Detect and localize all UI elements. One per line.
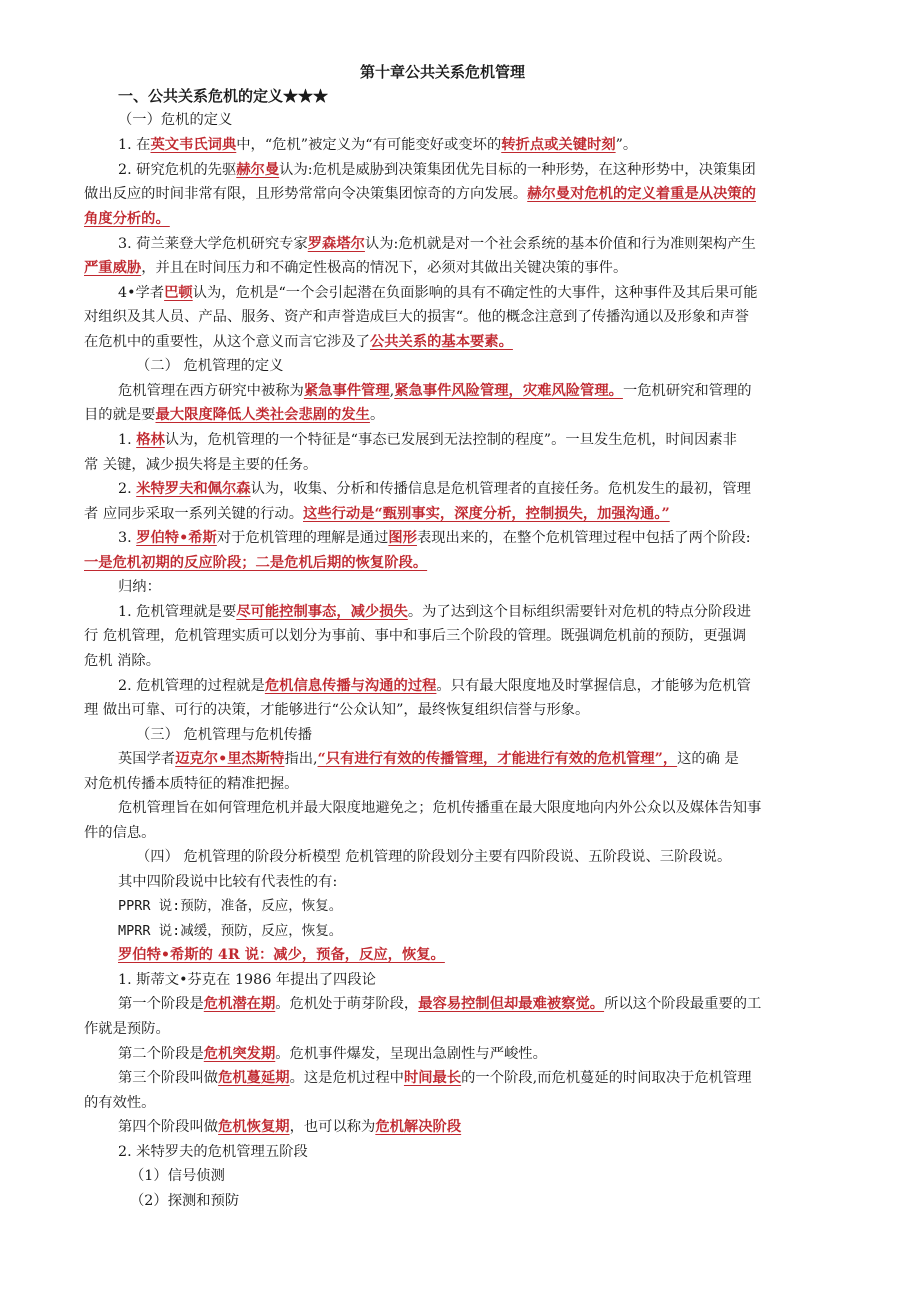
highlight-text: 最大限度降低人类社会悲剧的发生 xyxy=(155,407,370,423)
highlight-text: 赫尔曼 xyxy=(236,162,280,178)
highlight-text: 危机恢复期 xyxy=(218,1119,290,1135)
text-segment: 第十章公共关系危机管理 xyxy=(360,63,526,81)
text-segment: 1. xyxy=(118,432,137,448)
text-segment: 3. xyxy=(118,530,137,546)
text-line xyxy=(84,332,513,352)
text-segment: 认为，危机管理的一个特征是“事态已发展到无法控制的程度”。一旦发生危机，时间因素非 xyxy=(164,432,737,448)
text-segment: ”。 xyxy=(615,137,638,153)
highlight-text: 罗伯特•希斯的 4R 说：减少，预备，反应，恢复。 xyxy=(118,947,445,963)
highlight-text: 时间最长 xyxy=(403,1070,462,1086)
text-line xyxy=(136,356,284,376)
text-segment: 认为:危机就是对一个社会系统的基本价值和行为准则架构产生 xyxy=(364,236,756,252)
text-segment: 危机 消除。 xyxy=(84,653,161,669)
highlight-text: 最容易控制但却最难被察觉。 xyxy=(418,996,605,1012)
text-segment: 。这是危机过程中 xyxy=(289,1070,404,1086)
highlight-text: 这些行动是“甄别事实，深度分析，控制损失，加强沟通。” xyxy=(303,506,670,522)
text-segment: 危机管理在西方研究中被称为 xyxy=(118,383,304,399)
text-line xyxy=(118,1142,308,1162)
text-segment: 件的信息。 xyxy=(84,825,156,841)
highlight-text: 迈克尔•里杰斯特 xyxy=(175,751,285,767)
highlight-text: 罗森塔尔 xyxy=(307,236,365,252)
text-segment: 的一个阶段,而危机蔓延的时间取决于危机管理 xyxy=(461,1070,752,1086)
highlight-text: “只有进行有效的传播管理，才能进行有效的危机管理”， xyxy=(317,751,678,767)
page-title xyxy=(360,62,525,82)
text-segment: 对组织及其人员、产品、服务、资产和声誉造成巨大的损害“。他的概念注意到了传播沟通以及形象和声誉 xyxy=(84,309,749,325)
text-segment: ，并且在时间压力和不确定性极高的情况下，必须对其做出关键决策的事件。 xyxy=(141,260,628,276)
text-segment: , xyxy=(389,383,395,399)
text-line xyxy=(136,847,731,867)
highlight-text: 紧急事件风险管理，灾难风险管理。 xyxy=(394,383,623,399)
highlight-text: 危机蔓延期 xyxy=(218,1070,290,1086)
text-segment: 第二个阶段是 xyxy=(118,1046,204,1062)
text-line xyxy=(84,405,384,425)
highlight-text: 图形 xyxy=(388,530,417,546)
text-line xyxy=(84,1019,170,1039)
text-line xyxy=(84,455,317,475)
text-segment: 一、公共关系危机的定义★★★ xyxy=(118,87,329,105)
highlight-text: 赫尔曼对危机的定义着重是从决策的 xyxy=(527,186,756,202)
text-line xyxy=(130,1191,239,1211)
text-segment: PPRR 说:预防，准备，反应，恢复。 xyxy=(118,898,343,914)
text-line xyxy=(84,1093,155,1113)
text-line xyxy=(118,1068,752,1088)
text-line xyxy=(118,1044,547,1064)
text-line xyxy=(118,945,445,965)
text-line xyxy=(118,798,761,818)
highlight-text: 紧急事件管理 xyxy=(303,383,390,399)
text-line xyxy=(118,234,756,254)
text-segment: 对危机传播本质特征的精准把握。 xyxy=(84,776,299,792)
text-line xyxy=(118,283,758,303)
text-segment: 中，“危机”被定义为“有可能变好或变坏的 xyxy=(236,137,502,153)
text-segment: 行 危机管理，危机管理实质可以划分为事前、事中和事后三个阶段的管理。既强调危机前的预防，更强调 xyxy=(84,628,747,644)
text-line xyxy=(84,184,756,204)
text-line xyxy=(118,110,232,130)
text-segment: （四） 危机管理的阶段分析模型 危机管理的阶段划分主要有四阶段说、五阶段说、三阶段说。 xyxy=(136,849,732,865)
text-segment: （2）探测和预防 xyxy=(130,1193,240,1209)
text-segment: 3. 荷兰莱登大学危机研究专家 xyxy=(118,236,308,252)
text-segment: 者 应同步采取一系列关键的行动。 xyxy=(84,506,303,522)
text-line xyxy=(84,823,155,843)
text-segment: 英国学者 xyxy=(118,751,176,767)
text-line xyxy=(118,160,756,180)
highlight-text: 危机突发期 xyxy=(203,1046,276,1062)
text-segment: 第三个阶段叫做 xyxy=(118,1070,219,1086)
text-line xyxy=(118,1117,461,1137)
text-segment: 所以这个阶段最重要的工 xyxy=(604,996,762,1012)
text-line xyxy=(118,479,751,499)
text-line xyxy=(118,577,161,597)
text-segment: 2. 米特罗夫的危机管理五阶段 xyxy=(118,1144,308,1160)
text-segment: 一危机研究和管理的 xyxy=(622,383,752,399)
text-segment: （1）信号侦测 xyxy=(130,1168,225,1184)
text-segment: 常 关键，减少损失将是主要的任务。 xyxy=(84,457,318,473)
text-line xyxy=(84,626,746,646)
text-segment: 1. 危机管理就是要 xyxy=(118,604,237,620)
text-line xyxy=(118,602,751,622)
text-segment: 危机管理旨在如何管理危机并最大限度地避免之；危机传播重在最大限度地向内外公众以及媒体告知事 xyxy=(118,800,762,816)
section-heading xyxy=(118,86,328,106)
text-line xyxy=(84,504,670,524)
text-segment: 。只有最大限度地及时掌握信息，才能够为危机管 xyxy=(436,678,751,694)
text-line xyxy=(118,872,337,892)
text-segment: 4•学者 xyxy=(118,285,165,301)
text-line xyxy=(118,528,751,548)
text-segment: 其中四阶段说中比较有代表性的有: xyxy=(118,874,338,890)
text-line xyxy=(84,700,589,720)
text-segment: 2. 危机管理的过程就是 xyxy=(118,678,265,694)
text-line xyxy=(84,258,627,278)
text-line xyxy=(118,921,342,941)
text-line xyxy=(84,774,298,794)
text-segment: 2. xyxy=(118,481,137,497)
text-line xyxy=(118,381,752,401)
highlight-text: 危机解决阶段 xyxy=(375,1119,462,1135)
text-segment: 对于危机管理的理解是通过 xyxy=(216,530,389,546)
text-line xyxy=(118,970,376,990)
text-segment: 在危机中的重要性，从这个意义而言它涉及了 xyxy=(84,334,370,350)
highlight-text: 英文韦氏词典 xyxy=(150,137,237,153)
text-segment: 表现出来的，在整个危机管理过程中包括了两个阶段: xyxy=(416,530,751,546)
text-segment: 第四个阶段叫做 xyxy=(118,1119,219,1135)
text-segment: 。 xyxy=(369,407,385,423)
highlight-text: 罗伯特•希斯 xyxy=(136,530,217,546)
text-segment: 认为，危机是“一个会引起潜在负面影响的具有不确定性的大事件，这种事件及其后果可能 xyxy=(192,285,758,301)
highlight-text: 危机信息传播与沟通的过程 xyxy=(264,678,437,694)
text-line xyxy=(84,553,427,573)
text-segment: 。危机事件爆发，呈现出急剧性与严峻性。 xyxy=(275,1046,547,1062)
text-segment: 。为了达到这个目标组织需要针对危机的特点分阶段进 xyxy=(407,604,751,620)
text-segment: 这的确 是 xyxy=(677,751,739,767)
text-line xyxy=(130,1166,225,1186)
text-segment: MPRR 说:减缓，预防，反应，恢复。 xyxy=(118,923,343,939)
text-segment: 理 做出可靠、可行的决策，才能够进行“公众认知”，最终恢复组织信誉与形象。 xyxy=(84,702,590,718)
highlight-text: 角度分析的。 xyxy=(84,211,170,227)
text-segment: 第一个阶段是 xyxy=(118,996,204,1012)
text-segment: 做出反应的时间非常有限，且形势常常向令决策集团惊奇的方向发展。 xyxy=(84,186,528,202)
highlight-text: 一是危机初期的反应阶段；二是危机后期的恢复阶段。 xyxy=(84,555,428,571)
text-segment: 目的就是要 xyxy=(84,407,156,423)
text-line xyxy=(84,307,749,327)
highlight-text: 巴顿 xyxy=(164,285,193,301)
text-segment: （一）危机的定义 xyxy=(118,112,233,128)
highlight-text: 危机潜在期 xyxy=(203,996,276,1012)
text-segment: 归纳： xyxy=(118,579,161,595)
text-segment: 指出, xyxy=(284,751,318,767)
text-line xyxy=(84,209,170,229)
highlight-text: 格林 xyxy=(136,432,165,448)
text-line xyxy=(118,676,751,696)
text-line xyxy=(84,651,160,671)
text-segment: 1. 斯蒂文•芬克在 1986 年提出了四段论 xyxy=(118,972,376,988)
text-segment: ，也可以称为 xyxy=(289,1119,376,1135)
text-segment: 作就是预防。 xyxy=(84,1021,170,1037)
highlight-text: 转折点或关键时刻 xyxy=(501,137,616,153)
text-segment: 认为:危机是威胁到决策集团优先目标的一种形势，在这种形势中，决策集团 xyxy=(279,162,756,178)
text-segment: 的有效性。 xyxy=(84,1095,156,1111)
text-line xyxy=(118,135,637,155)
text-segment: 1. 在 xyxy=(118,137,151,153)
highlight-text: 米特罗夫和佩尔森 xyxy=(136,481,251,497)
text-segment: （三） 危机管理与危机传播 xyxy=(136,727,313,743)
highlight-text: 严重威胁 xyxy=(84,260,142,276)
text-line xyxy=(118,749,739,769)
text-line xyxy=(118,896,342,916)
text-segment: （二） 危机管理的定义 xyxy=(136,358,284,374)
text-line xyxy=(118,430,737,450)
text-line xyxy=(136,725,312,745)
text-segment: 认为，收集、分析和传播信息是危机管理者的直接任务。危机发生的最初，管理 xyxy=(250,481,751,497)
text-segment: 2. 研究危机的先驱 xyxy=(118,162,237,178)
highlight-text: 尽可能控制事态，减少损失 xyxy=(236,604,408,620)
text-line xyxy=(118,994,761,1014)
highlight-text: 公共关系的基本要素。 xyxy=(369,334,513,350)
text-segment: 。危机处于萌芽阶段， xyxy=(275,996,419,1012)
